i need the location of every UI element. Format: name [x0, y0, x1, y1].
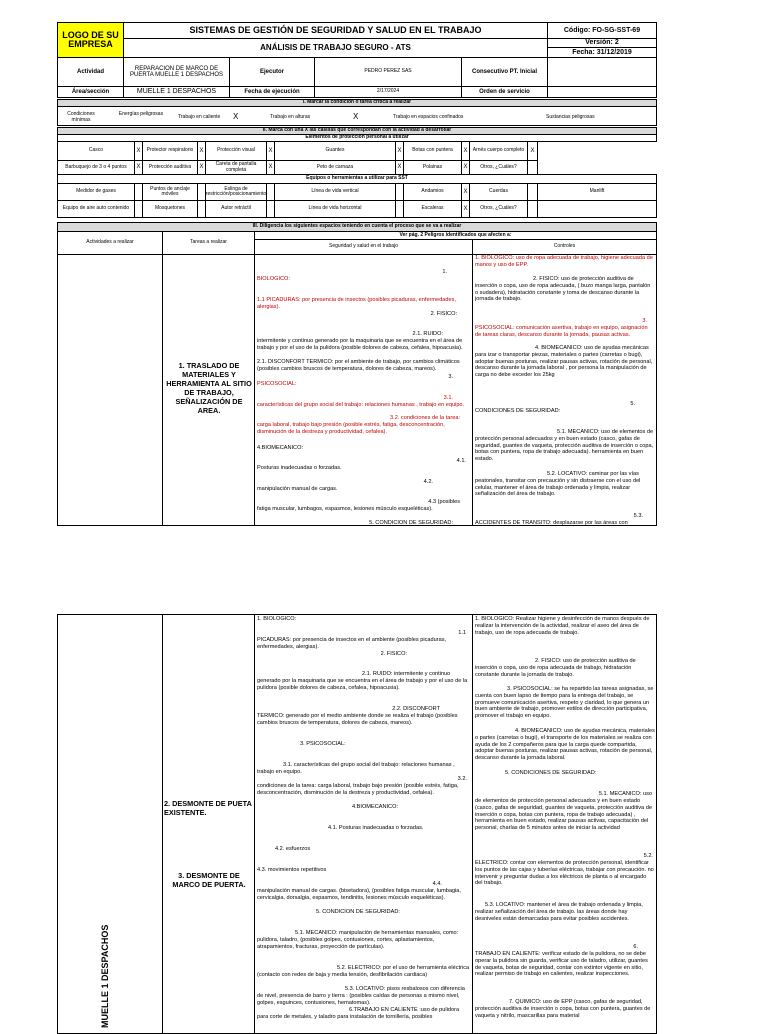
code-text: Código: FO-SG-SST-69 [563, 26, 641, 34]
ppe-gloves: Guantes [274, 141, 396, 161]
subtitle-text: ANÁLISIS DE TRABAJO SEGURO - ATS [260, 42, 411, 52]
section2-title-text: II. Marca con una X las casillas que correspondan con la actividad a desarrollar [262, 127, 452, 134]
ppe-eye-protection-mark[interactable]: X [266, 141, 275, 161]
hazard-physical: 2. FÍSICO: [430, 311, 457, 317]
p2-hazard-psychosocial: 3. PSICOSOCIAL: [300, 741, 346, 747]
p2-control-physical: 2. FÍSICO: uso de protección auditiva de inserción o copa, uso de ropa adecuada de trabajo, hidratación constante durante la jornada de trabajo. [475, 658, 636, 678]
ppe-respirator-mark[interactable]: X [197, 141, 206, 161]
title-text: SISTEMAS DE GESTIÓN DE SEGURIDAD Y SALUD EN EL TRABAJO [189, 24, 482, 35]
exec-date-value-text: 2/17/2024 [376, 88, 400, 95]
task2-name: 2. DESMONTE DE PUETA EXISTENTE. [164, 799, 252, 817]
tools-title-text: Equipos o herramientas a utilizar para SST [306, 175, 408, 182]
ppe-chinstrap: Barbuquejo de 3 o 4 puntos [57, 160, 135, 175]
tool-vertical-lifeline: Línea de vida vertical [274, 183, 396, 201]
tool-other-value[interactable] [537, 200, 657, 218]
p2-hazard-task-conditions: condiciones de la tarea: carga laboral, trabajo bajo presión (posible estrés, fatiga, desconcentración, disminución de la destreza y productividad, cefalea). [257, 783, 459, 796]
executor-value-text: PEDRO PEREZ SAS [364, 68, 412, 75]
p2-control-6: 6. [633, 944, 638, 950]
executor-label [229, 57, 315, 87]
ppe-safety-boots: Botas con puntera [403, 141, 462, 161]
hazard-1-number: 1. [442, 269, 447, 275]
activity-cell-1 [57, 254, 163, 526]
work-at-heights-option[interactable]: Trabajo en alturas [270, 114, 311, 120]
hazard-4-1-number: 4.1. [456, 458, 466, 464]
exec-date-label-text: Fecha de ejecución [244, 88, 300, 95]
tool-scba: Equipo de aire auto contenido [57, 200, 135, 218]
p2-control-hot-work: TRABAJO EN CALIENTE: verificar estado de la pulidora, no se debe operar la pulidora sin guarda, verificar uso de taladro, utilizar, guantes de vaqueta, botas de seguridad, contar con extintor vigente en sitio, realizar permiso de trabajo en calientes, realizar inspecciones. [475, 951, 648, 978]
task3-name: 3. DESMONTE DE MARCO DE PUERTA. [172, 871, 246, 889]
col-activities-header: Actividades a realizar [57, 231, 163, 255]
p2-hazard-postures: 4.1. Posturas inadecuadas o forzadas. [328, 825, 424, 831]
hazard-noise-detail: intermitente y continuo generado por la maquinaria que se encuentra en el área de trabajo y por el uso de la pulidora (posible dolores de cabeza, cefalea, hipoacusia). [257, 338, 463, 351]
p2-control-psychosocial: 3. PSICOSOCIAL: se ha repartido las tareas asignadas, se cuenta con buen lapso de tiempo para la entrega del trabajo, se promueve comunicación asertiva, respeto y claridad, lo que genera un buen ambiente de trabajo, promover estilos de dirección participativa, promover el trabajo en equipo. [475, 686, 654, 720]
control-traffic: ACCIDENTES DE TRANSITO: desplazarse por las áreas con [475, 520, 628, 526]
service-order-value[interactable] [547, 86, 657, 98]
hazard-biological: BIOLÓGICO: [257, 276, 290, 282]
p2-hazard-4-4: 4.4. [432, 881, 442, 887]
side-area-label-box [98, 920, 122, 1030]
tool-self-retracting: Autor retráctil [205, 200, 267, 218]
ppe-eye-protection: Protección visual [205, 141, 267, 161]
document-title [123, 22, 548, 39]
hazard-task-conditions: 3.2. condiciones de la tarea: [390, 415, 460, 421]
p2-hazard-locative: 5.3. LOCATIVO: pisos resbalosos con diferencia de nivel, presencia de barro y tierra : (posibles caídas de personas a mismo nivel, golpes, esguinces, contusiones, hematomas). [257, 986, 465, 1006]
ppe-harness: Arnés cuerpo completo [469, 141, 528, 161]
control-mechanical: 5.1. MECÁNICO: uso de elementos de protección personal adecuados y en buen estado (casco, gafas de seguridad, guantes de vaqueta, protección auditiva de inserción o copa, botas con puntera, ropa de trabajo adecuada). herramienta en buen estado. [475, 429, 654, 463]
hot-work-mark: X [233, 112, 239, 121]
p2-control-biological: 1. BIOLOGICO: Realizar higiene y desinfección de manos después de realizar la intervención de la actividad, realizar el aseo del área de trabajo, uso de ropa adecuada de trabajo. [475, 616, 650, 636]
p2-hazard-safety-condition: 5. CONDICIÓN DE SEGURIDAD: [316, 909, 400, 915]
p2-hazard-social-group: 3.1. características del grupo social del trabajo: relaciones humanas , trabajo en equipo. [257, 762, 455, 775]
ppe-chinstrap-mark[interactable]: X [134, 160, 143, 175]
hot-work-option[interactable]: Trabajo en caliente [178, 114, 221, 120]
hazard-3-number: 3. [448, 374, 453, 380]
activity-label-text: Actividad [76, 68, 104, 75]
hazard-safety-condition: 5. CONDICIÓN DE SEGURIDAD: [369, 520, 453, 526]
p2-control-safety-conditions: 5. CONDICIONES DE SEGURIDAD: [505, 770, 597, 776]
col-tasks-header: Tareas a realizar [162, 231, 255, 255]
control-biological: 1. BIOLOGICO: uso de ropa adecuada de trabajo, higiene adecuada de manos y uso de EPP. [475, 255, 653, 268]
section1-row [57, 106, 657, 126]
p2-control-electrical: ELECTRICO: contar con elementos de protección personal, identificar los puntos de las cajas y tuberías eléctricas, trabajar con precaución. no intervenir y preguntar dudas a los eléctricos de planta o al encargado del trabajo. [475, 860, 654, 887]
tool-gas-meter: Medidor de gases [57, 183, 135, 201]
tool-horizontal-lifeline: Línea de vida horizontal [274, 200, 396, 218]
hazard-fatigue: fatiga muscular, lumbagos, espasmos, lesiones músculo esqueléticas). [257, 506, 433, 512]
p2-hazard-2-2: 2.2. DISCONFORT [392, 706, 440, 712]
minimal-conditions-option[interactable]: Condiciones mínimas [67, 111, 95, 123]
ppe-leather-apron-mark[interactable]: X [395, 160, 404, 175]
hazard-thermal: 2.1. DISCONFORT TERMICO: por el ambiente de trabajo, por cambios climáticos (posibles cambios bruscos de temperatura, dolores de cabeza, mareos). [257, 359, 460, 372]
p2-hazard-3-2: 3.2. [457, 776, 467, 782]
ppe-face-shield: Careta de pantalla completa [205, 160, 267, 175]
ppe-other: Otros, ¿Cuáles? [469, 160, 528, 175]
control-psychosocial: PSICOSOCIAL: comunicación asertiva, trabajo en equipo, asignación de tareas claras, descanso durante la jornada, pausas activas. [475, 325, 648, 338]
area-value[interactable] [123, 86, 230, 98]
p2-control-locative: 5.3. LOCATIVO: mantener el área de trabajo ordenada y limpia, realizar señalización del área de trabajo. las áreas donde hay desniveles están demarcadas para evitar posibles accidentes. [475, 902, 643, 922]
control-safety-conditions: CONDICIONES DE SEGURIDAD: [475, 408, 561, 414]
document-subtitle [123, 38, 548, 58]
p2-hazard-physical: 2. FÍSICO: [380, 651, 407, 657]
activity-label [57, 57, 124, 87]
exec-date-value[interactable] [314, 86, 462, 98]
p2-control-5-2: 5.2. [643, 853, 653, 859]
ppe-face-shield-mark[interactable]: X [266, 160, 275, 175]
hazard-insect-bites: 1.1 PICADURAS: por presencia de insectos (posibles picaduras, enfermedades, alergias). [257, 297, 456, 310]
tool-ladders-mark[interactable]: X [461, 200, 470, 218]
p2-hazard-1-1: 1.1 [458, 630, 466, 636]
p2-control-biomechanical: 4. BIOMECÁNICO: uso de ayudas mecánica, materiales o partes (carretas o bugi), el transporte de los materiales se realiza con ayuda de los 2 compañeros para que la carga quede compartida, adoptar buenas posturas, realizar pausas activas, rotación de personal, descanso durante la jornada laboral. [475, 728, 655, 762]
consecutive-label [461, 57, 548, 87]
task1-name: 1. TRASLADO DE MATERIALES Y HERRAMIENTA AL SITIO DE TRABAJO, SEÑALIZACIÓN DE AREA. [166, 361, 252, 415]
ppe-harness-mark[interactable]: X [527, 141, 538, 161]
ppe-helmet-mark[interactable]: X [134, 141, 143, 161]
ppe-gloves-mark[interactable]: X [395, 141, 404, 161]
section1-title-text: I. Marcar la condición o tarea crítica a realizar [302, 99, 412, 106]
p2-control-5-1: 5.1. MECÁNICO: uso [598, 791, 652, 797]
tool-scaffolds: Andamios [403, 183, 462, 201]
consecutive-value[interactable] [547, 57, 657, 87]
ppe-hearing-protection-mark[interactable]: X [197, 160, 206, 175]
hazardous-substances-option[interactable]: Sustancias peligrosas [546, 114, 595, 120]
consecutive-label-text: Consecutivo PT. Inicial [471, 68, 537, 75]
ppe-gaiters-mark[interactable]: X [461, 160, 470, 175]
hazard-3-1-number: 3.1. [443, 395, 453, 401]
ppe-title-text: Elementos de protección personal a utilizar [305, 134, 409, 141]
side-area-label: MUELLE 1 DESPACHOS [100, 924, 110, 1028]
hazard-postures: Posturas inadecuadas o forzadas. [257, 465, 342, 471]
col-controls-header: Controles [472, 239, 657, 255]
p2-hazard-thermal: TERMICO: generado por el medio ambiente donde se realiza el trabajo (posibles cambios bruscos de temperatura, dolores de cabeza, mareos). [257, 713, 458, 726]
work-at-heights-mark: X [353, 112, 359, 121]
area-label [57, 86, 124, 98]
control-3-number: 3. [642, 318, 647, 324]
tool-scaffolds-mark[interactable]: X [461, 183, 470, 201]
hazardous-energy-option[interactable]: Energías peligrosas [118, 111, 164, 117]
tool-anchor-points: Puntos de anclaje móviles [142, 183, 198, 201]
p2-hazard-biomechanical: 4.BIOMECANICO: [352, 804, 399, 810]
ppe-helmet: Casco [57, 141, 135, 161]
confined-spaces-option[interactable]: Trabajo en espacios confinados [393, 114, 464, 120]
p2-hazard-hot-work: 6.TRABAJO EN CALIENTE :uso de pulidora para corte de metales, y taladro para instalación de tornillería, posibles [257, 1007, 460, 1020]
tasks-cell-2 [162, 614, 255, 1034]
hazard-workload: carga laboral, trabajo bajo presión (posible estrés, fatiga, desconcentración, disminución de la destreza y productividad, cefalea). [257, 422, 445, 435]
tool-restraint-sling: Eslinga de restricción/posicionamiento [205, 183, 267, 201]
p2-hazard-repetitive: 4.3. movimientos repetitivos [257, 867, 327, 873]
p2-hazard-mechanical: 5.1. MECANICO: manipulación de herramientas manuales, como: pulidora, taladro, (posibles golpes, contusiones, cortes, aplastamientos, atrapamientos, fracturas, proyección de partículas). [257, 930, 459, 950]
area-value-text: MUELLE 1 DESPACHOS [136, 88, 217, 96]
p2-hazard-effort: 4.2. esfuerzos [275, 846, 311, 852]
activity-value[interactable] [123, 57, 230, 87]
document-code [547, 22, 657, 39]
ppe-leather-apron: Peto de carnaza [274, 160, 396, 175]
p2-hazard-biological: 1. BIOLOGICO: [257, 616, 297, 622]
tool-manlift: Manlift [537, 183, 657, 201]
service-order-label-text: Orden de servicio [479, 88, 530, 95]
hazards-header: Ver pág. 2 Peligros identificados que afecten a: [254, 231, 657, 240]
hazard-noise: 2.1. RUIDO: [412, 331, 443, 337]
exec-date-label [229, 86, 315, 98]
p2-control-chemical: 7. QUIMICO: uso de EPP (casco, gafas de seguridad, protección auditiva de inserción o copa, botas con puntera, guantes de vaqueta y nitrilo, mascarillas para material [475, 999, 651, 1019]
p2-hazard-electrical: 5.2. ELECTRICO: por el uso de herramienta eléctrica (contacto con redes de baja y media tensión, desfibrilación cardiaca) [257, 965, 470, 978]
date-text: Fecha: 31/12/2019 [572, 48, 632, 56]
hazard-4-3-number: 4.3 (posibles [428, 499, 460, 505]
activity-value-text: REPARACION DE MARCO DE PUERTA MUELLE 1 DESPACHOS [129, 65, 224, 78]
tool-ropes: Cuerdas [469, 183, 528, 201]
control-5-3-number: 5.3. [633, 513, 643, 519]
hazard-manual-handling: manipulación manual de cargas. [257, 486, 338, 492]
service-order-label [461, 86, 548, 98]
company-logo-placeholder [57, 22, 124, 58]
ppe-hearing-protection: Protección auditiva [142, 160, 198, 175]
control-locative: 5.2. LOCATIVO: caminar por las vías peatonales, transitar con precaución y sin distraerse con el uso del celular, mantener el área de trabajo ordenada y limpia, realizar señalización del área de trabajo. [475, 471, 641, 498]
p2-hazard-manual-handling: manipulación manual de cargas. (bisetadora), (posibles fatiga muscular, lumbagia, cervicalgia, dorsalgia, espasmos, tendinitis, lesiones músculo esqueléticas). [257, 888, 461, 901]
col-sst-header: Seguridad y salud en el trabajo [254, 239, 473, 255]
area-label-text: Área/sección [71, 88, 110, 95]
ppe-safety-boots-mark[interactable]: X [461, 141, 470, 161]
tool-carabiners: Mosquetones [142, 200, 198, 218]
ppe-respirator: Protector respiratorio [142, 141, 198, 161]
ppe-other-mark[interactable] [527, 160, 538, 175]
ppe-gaiters: Polainas [403, 160, 462, 175]
hazard-4-2-number: 4.2. [423, 479, 433, 485]
tool-other: Otros, ¿Cuáles? [469, 200, 528, 218]
executor-value[interactable] [314, 57, 462, 87]
p2-control-mechanical: de elementos de protección personal adecuados y en buen estado (casco, gafas de seguridad, guantes de vaqueta, protección auditiva de inserción o copa, botas con puntera, ropa de trabajo adecuada) , herramienta en buen estado, realizar pausas activas, capacitación del personal, charlas de 5 minutos antes de iniciar la actividad [475, 798, 652, 832]
hazard-social-group: características del grupo social del trabajo: relaciones humanas , trabajo en equipo. [257, 402, 465, 408]
section3-title-text: III. Diligencia los siguientes espacios teniendo en cuenta el proceso que se va a realizar [252, 223, 462, 230]
p2-hazard-noise: 2.1. RUIDO: intermitente y continuo generado por la maquinaria que se encuentra en el área de trabajo y por el uso de la pulidora (posible dolores de cabeza, cefalea, hipoacusia). [257, 671, 468, 691]
hazard-psychosocial: PSICOSOCIAL: [257, 381, 297, 387]
control-physical: 2. FÍSICO: uso de protección auditiva de inserción o copa, uso de ropa adecuada, ( buzo manga larga, pantalón o sudadera), hidratación constante y toma de descanso durante la jornada de trabajo. [475, 276, 651, 303]
tool-ladders: Escaleras [403, 200, 462, 218]
logo-text: LOGO DE SU EMPRESA [62, 29, 119, 49]
control-5-number: 5. [630, 401, 635, 407]
hazard-biomechanical: 4.BIOMECANICO: [257, 445, 304, 451]
executor-label-text: Ejecutor [259, 68, 284, 75]
version-text: Versión: 2 [585, 39, 619, 47]
p2-hazard-insects: PICADURAS: por presencia de insectos en el ambiente (posibles picaduras, enfermedades, alergias). [257, 637, 447, 650]
control-biomechanical: 4. BIOMECÁNICO: uso de ayudas mecánicas para izar o transportar piezas, materiales o partes (carretas o bugi), adoptar buenas posturas, realizar pausas activas, rotación de personal, descanso durante la jornada laboral , por persona la manipulación de carga no debe exceder los 25kg [475, 345, 653, 379]
